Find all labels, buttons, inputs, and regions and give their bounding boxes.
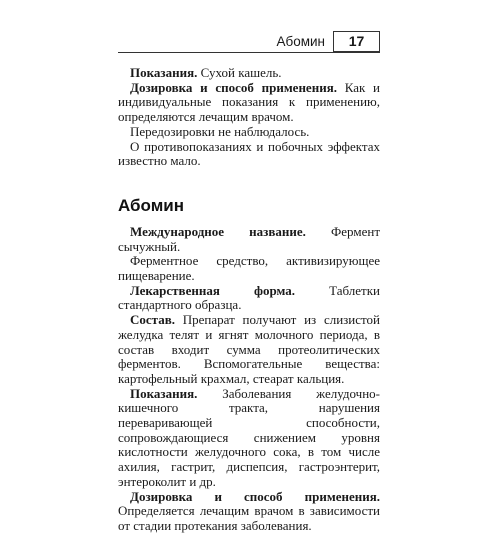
intro-indications-text: Сухой кашель.	[197, 65, 282, 80]
drug-intl-name-label: Международное название.	[130, 223, 306, 239]
drug-title: Абомин	[118, 195, 185, 215]
page-number: 17	[333, 31, 380, 52]
drug-indications-label: Показания.	[130, 385, 198, 401]
drug-group: Ферментное средство, активизирующее пищеварение.	[118, 253, 380, 284]
drug-form-label: Лекарственная форма.	[130, 282, 295, 298]
intro-dosage	[118, 81, 380, 125]
running-title: Абомин	[276, 34, 325, 49]
drug-indications-text: Заболевания желудочно-кишечного тракта, нарушения переваривающей способности, сопровождающиеся снижением уровня кислотности желудочного сока, в том числе ахилия, гастрит, диспепсия, гастроэнтерит, энтероколит и др.	[118, 385, 380, 489]
drug-composition-label: Состав.	[130, 312, 175, 328]
drug-intl-name-text: Фермент сычужный.	[118, 223, 380, 254]
drug-dosage-label: Дозировка и способ применения.	[130, 488, 380, 504]
intro-indications	[118, 66, 380, 81]
drug-dosage-text: Определяется лечащим врачом в зависимости от стадии протекания заболевания.	[118, 503, 380, 533]
drug-intl-name	[118, 225, 380, 254]
intro-indications-label: Показания.	[130, 65, 198, 80]
intro-dosage-text: Как и индивидуальные показания к применению, определяются лечащим врачом.	[118, 79, 381, 125]
intro-overdose: Передозировки не наблюдалось.	[130, 123, 310, 139]
drug-composition	[118, 313, 380, 387]
drug-indications	[118, 387, 380, 490]
page-body	[118, 66, 380, 534]
drug-form-text: Таблетки стандартного образца.	[118, 282, 380, 313]
intro-dosage-label: Дозировка и способ применения.	[130, 79, 337, 95]
drug-composition-text: Препарат получают из слизистой желудка телят и ягнят молочного периода, в состав входит сумма протеолитических ферментов. Вспомогательные вещества: картофельный крахмал, стеарат кальция.	[118, 312, 380, 386]
header-rule	[118, 52, 380, 53]
intro-contraindications: О противопоказаниях и побочных эффектах известно мало.	[118, 138, 380, 169]
drug-form	[118, 284, 380, 313]
drug-dosage	[118, 490, 380, 534]
